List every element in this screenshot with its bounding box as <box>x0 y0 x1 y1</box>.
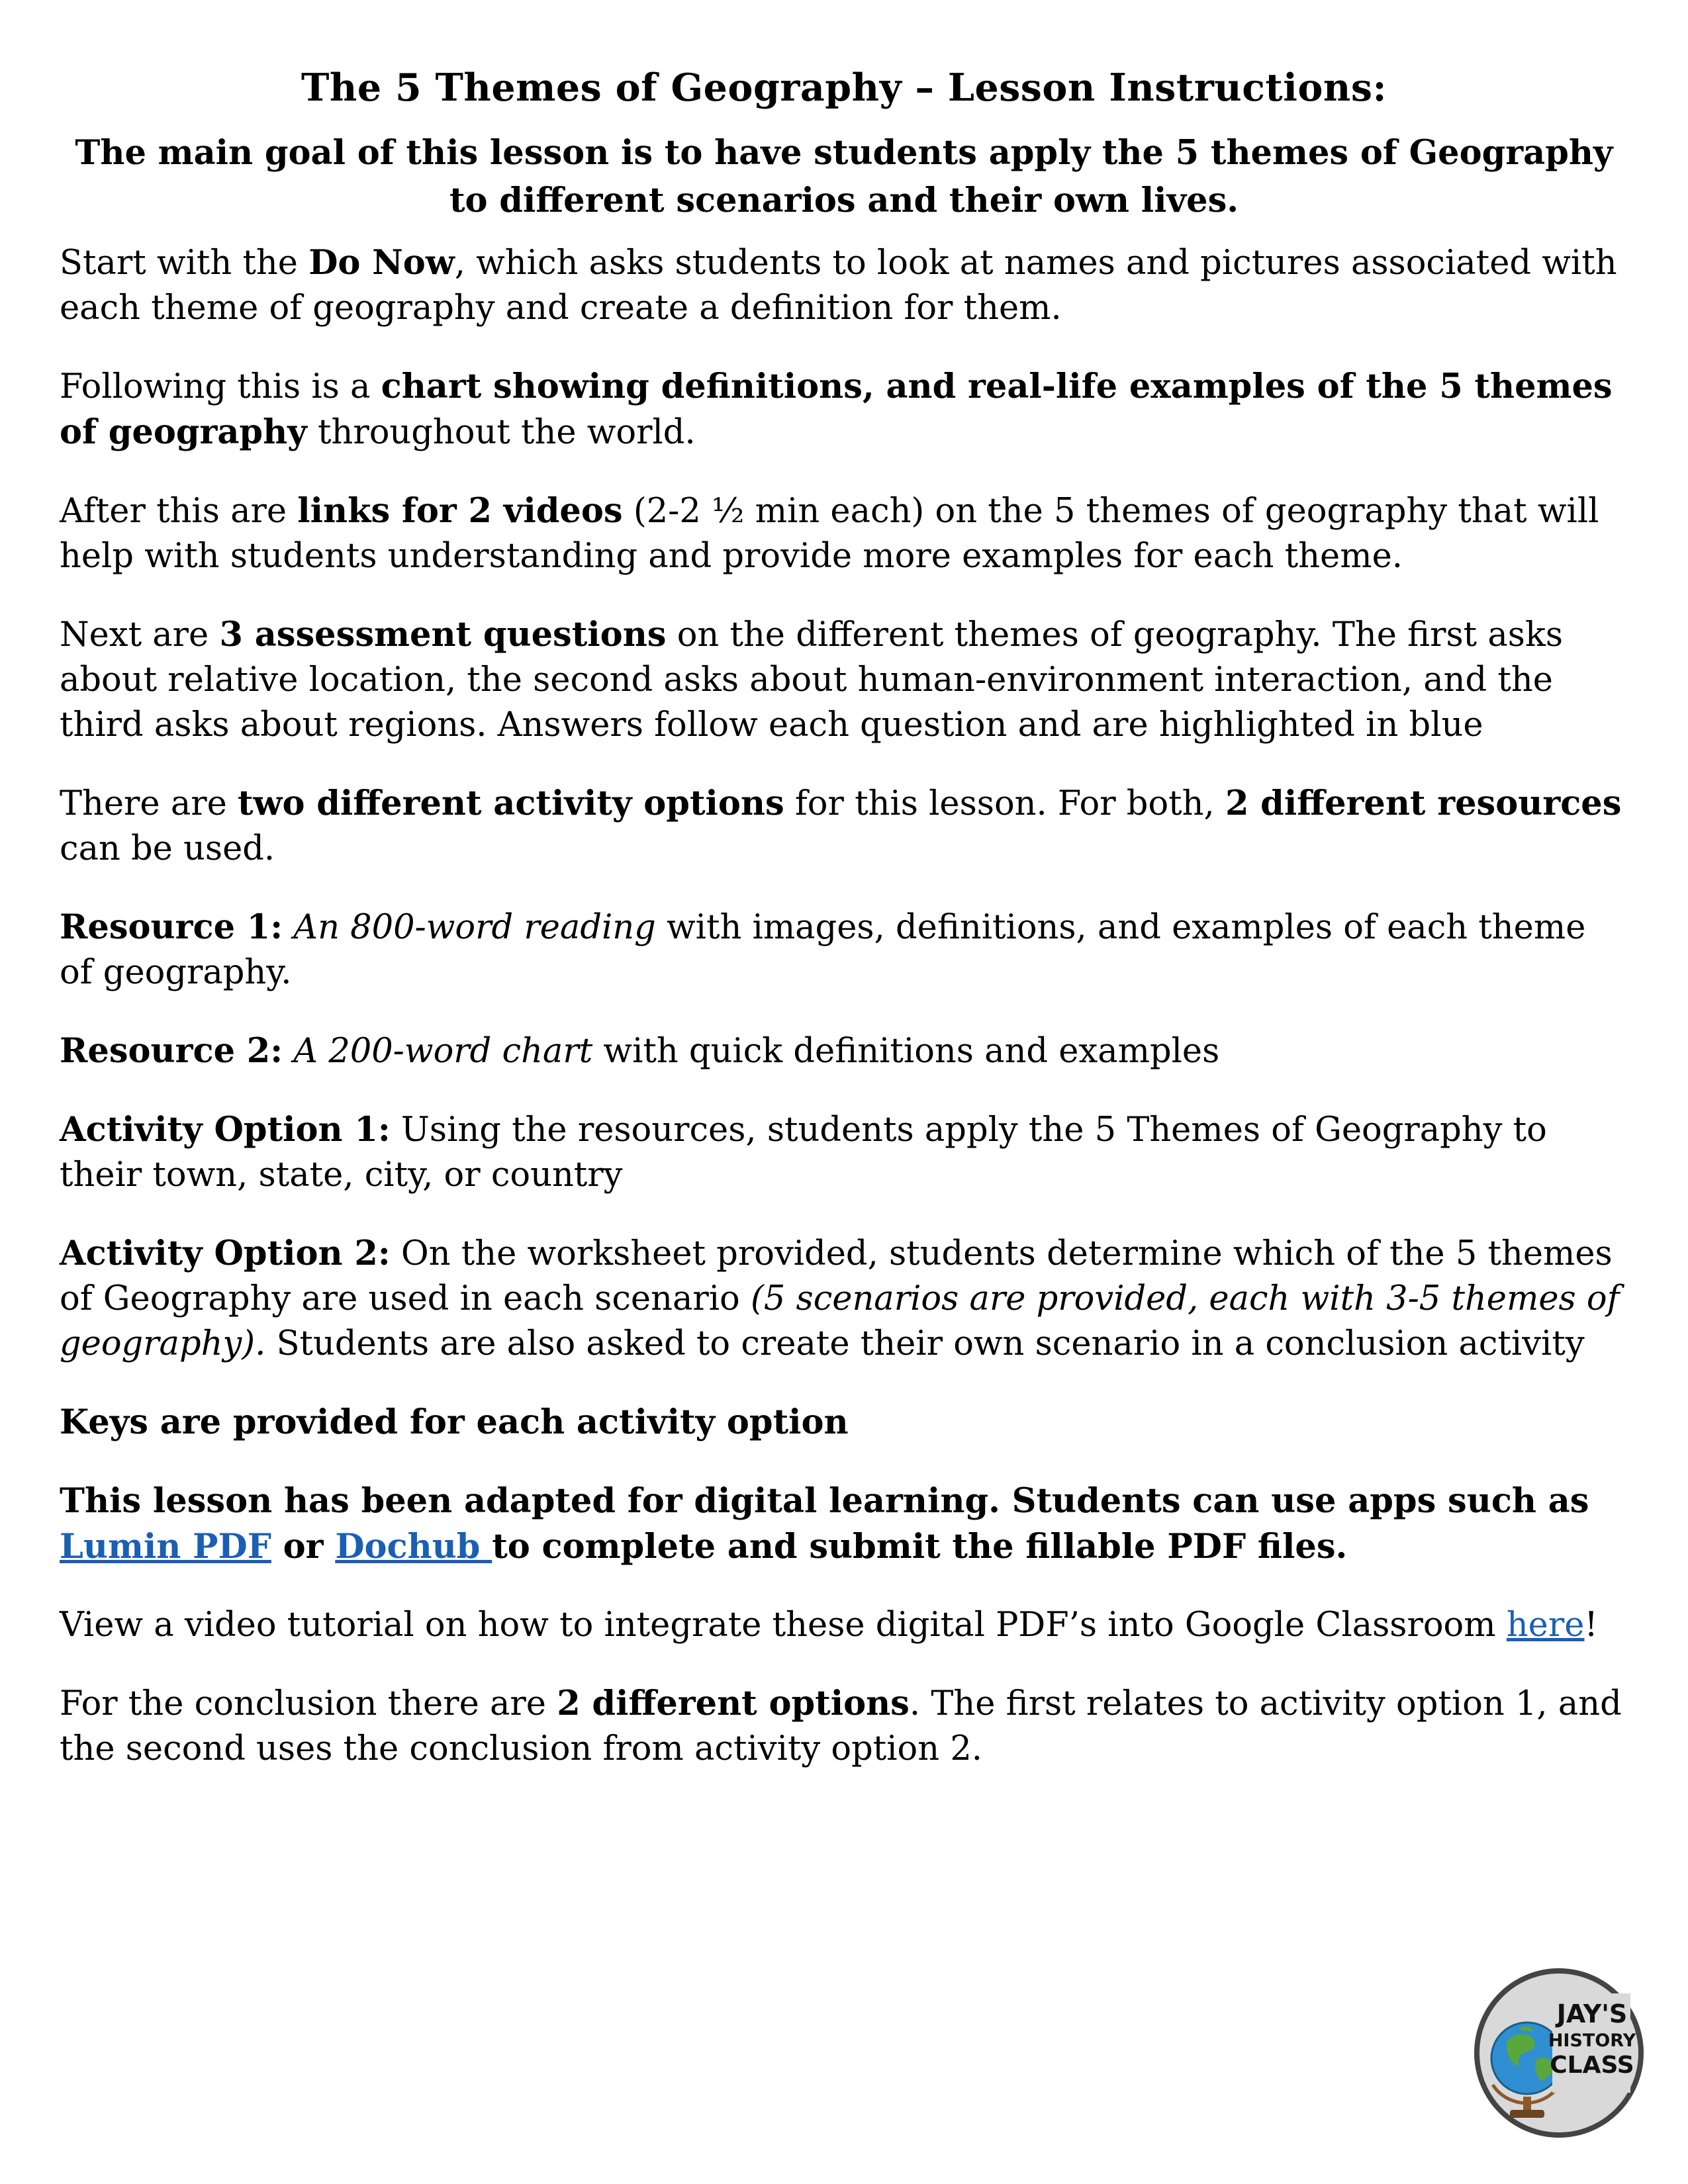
paragraph-activity-option-2: Activity Option 2: On the worksheet provided, students determine which of the 5 themes of Geography are used in each scenario (5 scenarios are provided, each with 3-5 themes of geography). Students are also asked to create their own scenario in a conclusion activity <box>60 1234 1620 1363</box>
scenario-note: (5 scenarios are provided, each with 3-5 themes of geography). <box>60 1279 1620 1363</box>
paragraph-videos: After this are links for 2 videos (2-2 ½ min each) on the 5 themes of geography that will help with students understanding and provide more examples for each theme. <box>60 491 1599 576</box>
paragraph-activity-options: There are two different activity options for this lesson. For both, 2 different resources can be used. <box>60 784 1622 868</box>
paragraph-chart: Following this is a chart showing definitions, and real-life examples of the 5 themes of geography throughout the world. <box>60 367 1613 452</box>
videos-label: links for 2 videos <box>297 491 623 531</box>
dochub-link[interactable]: Dochub <box>335 1527 492 1567</box>
paragraph-do-now: Start with the Do Now, which asks students to look at names and pictures associated with each theme of geography and create a definition for them. <box>60 243 1617 328</box>
logo-text <box>1548 1993 1636 2093</box>
resource-1-label: Resource 1: <box>60 907 283 947</box>
svg-text:CLASS: CLASS <box>1550 2052 1634 2079</box>
activity-option-2-label: Activity Option 2: <box>60 1234 391 1273</box>
activity-option-1-label: Activity Option 1: <box>60 1110 391 1150</box>
paragraph-assessment: Next are 3 assessment questions on the different themes of geography. The first asks about relative location, the second asks about human-environment interaction, and the third asks about regions. Answers follow each question and are highlighted in blue <box>60 615 1564 745</box>
conclusion-options-label: 2 different options <box>557 1684 910 1723</box>
document-page <box>60 63 1628 1772</box>
paragraph-digital-learning: This lesson has been adapted for digital learning. Students can use apps such as Lumin PDF or Dochub to complete and submit the fillable PDF files. <box>60 1481 1589 1567</box>
paragraph-resource-1: Resource 1: An 800-word reading with images, definitions, and examples of each theme of geography. <box>60 907 1586 992</box>
paragraph-conclusion: For the conclusion there are 2 different options. The first relates to activity option 1, and the second uses the conclusion from activity option 2. <box>60 1684 1622 1768</box>
resource-2-label: Resource 2: <box>60 1031 283 1071</box>
assessment-label: 3 assessment questions <box>219 615 667 655</box>
lumin-pdf-link[interactable]: Lumin PDF <box>60 1527 271 1567</box>
resources-label: 2 different resources <box>1225 784 1622 823</box>
tutorial-here-link[interactable]: here <box>1506 1606 1585 1645</box>
svg-text:HISTORY: HISTORY <box>1548 2030 1636 2051</box>
paragraph-activity-option-1: Activity Option 1: Using the resources, students apply the 5 Themes of Geography to their town, state, city, or country <box>60 1110 1547 1195</box>
paragraph-keys: Keys are provided for each activity option <box>60 1402 849 1442</box>
paragraph-resource-2: Resource 2: A 200-word chart with quick definitions and examples <box>60 1031 1220 1071</box>
lesson-goal: The main goal of this lesson is to have students apply the 5 themes of Geography to different scenarios and their own lives. <box>75 133 1613 220</box>
page-title: The 5 Themes of Geography – Lesson Instructions: <box>301 66 1387 110</box>
resource-1-name: An 800-word reading <box>293 908 656 947</box>
do-now-label: Do Now <box>308 243 455 283</box>
paragraph-video-tutorial: View a video tutorial on how to integrate these digital PDF’s into Google Classroom here! <box>60 1606 1598 1645</box>
chart-label: chart showing definitions, and real-life examples of the 5 themes of geography <box>60 367 1613 452</box>
svg-text:JAY'S: JAY'S <box>1556 1999 1628 2028</box>
activity-options-label: two different activity options <box>238 784 784 823</box>
resource-2-name: A 200-word chart <box>293 1032 593 1071</box>
jays-history-class-logo <box>1473 1967 1645 2139</box>
